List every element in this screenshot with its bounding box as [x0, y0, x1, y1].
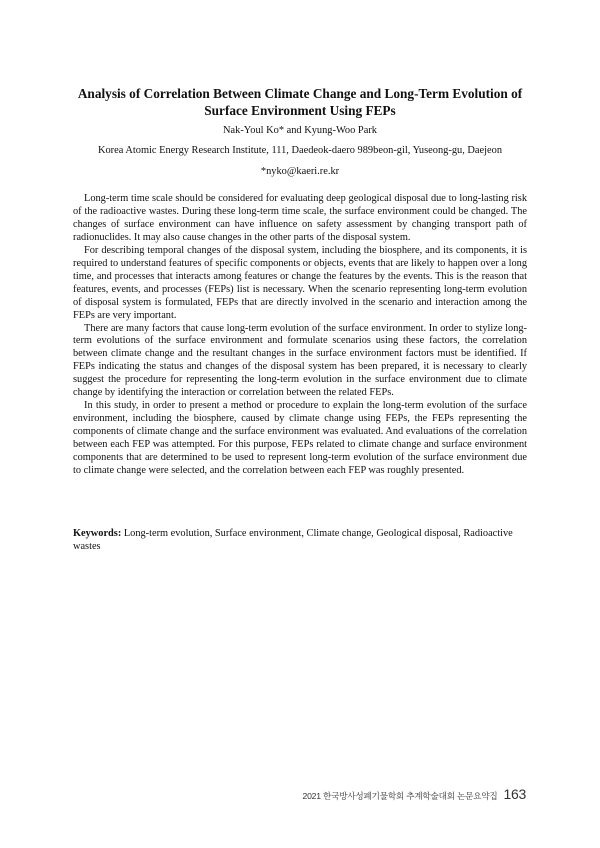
abstract-paragraph-4: In this study, in order to present a method or procedure to explain the long-term evolution of the surface environment, including the biosphere, caused by climate change using FEPs, the FEPs representing the components of climate change and the surface environment was evaluated. And evaluations of the correlation between each FEP was attempted. For this purpose, FEPs related to climate change and surface environment components that are determined to be used to represent long-term evolution of the surface environment due to climate change were selected, and the correlation between each FEP was roughly presented.: [73, 400, 527, 477]
page-footer: [303, 786, 526, 802]
abstract-body: [73, 193, 527, 478]
paper-title-line-2: Surface Environment Using FEPs: [204, 103, 396, 118]
abstract-paragraph-2: For describing temporal changes of the disposal system, including the biosphere, and its components, it is required to understand features of specific components or objects, events that are likely to happen over a long time, and processes that interacts among features or change the features by the events. This is the reason that features, events, and processes (FEPs) list is necessary. When the scenario representing long-term evolution of disposal system is formulated, FEPs that are directly involved in the scenario and interaction among the FEPs are very important.: [73, 244, 527, 321]
keywords-label: Keywords:: [73, 528, 122, 539]
author-list: Nak-Youl Ko* and Kyung-Woo Park: [223, 125, 377, 136]
paper-title: [60, 85, 540, 119]
keywords-text: Long-term evolution, Surface environment, Climate change, Geological disposal, Radioactive wastes: [73, 528, 513, 553]
affiliation: Korea Atomic Energy Research Institute, 111, Daedeok-daero 989beon-gil, Yuseong-gu, Daejeon: [97, 145, 503, 156]
conference-name: 2021 한국방사성폐기물학회 추계학술대회 논문요약집: [302, 791, 498, 801]
corresponding-email: *nyko@kaeri.re.kr: [260, 166, 340, 177]
abstract-paragraph-3: There are many factors that cause long-term evolution of the surface environment. In order to stylize long-term evolutions of the surface environment and formulate scenarios using these factors, the correlation between climate change and the resultant changes in the surface environment factors must be identified. If FEPs indicating the status and changes of the disposal system has been prepared, it is necessary to clearly suggest the procedure for representing the long-term evolution in the surface environment due to climate change by identifying the interaction or correlation between the related FEPs.: [73, 322, 527, 399]
keywords-section: [73, 527, 527, 553]
page-number: 163: [503, 786, 526, 802]
abstract-paragraph-1: Long-term time scale should be considered for evaluating deep geological disposal due to long-lasting risk of the radioactive wastes. During these long-term time scale, the surface environment could be changed. The changes of surface environment can have influence on safety assessment by changing transport path of radionuclides. It may also cause changes in the other parts of the disposal system.: [73, 193, 527, 243]
paper-title-line-1: Analysis of Correlation Between Climate Change and Long-Term Evolution of: [77, 86, 523, 101]
